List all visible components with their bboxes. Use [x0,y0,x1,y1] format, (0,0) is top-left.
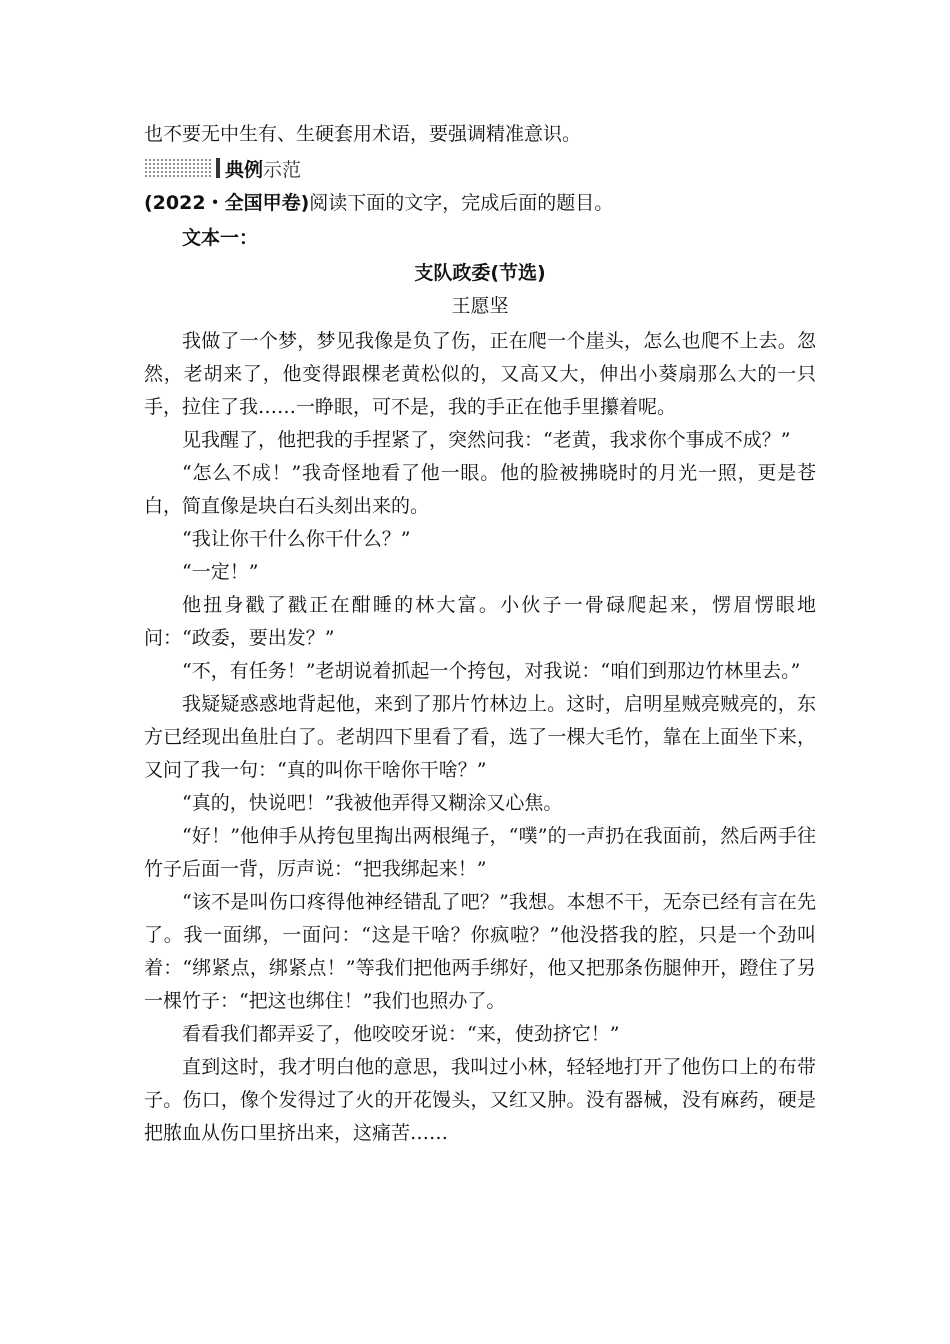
paragraph: 我疑疑惑惑地背起他，来到了那片竹林边上。这时，启明星贼亮贼亮的，东方已经现出鱼肚白了。老胡四下里看了看，选了一棵大毛竹，靠在上面坐下来，又问了我一句：“真的叫你干啥你干啥？” [144,693,816,781]
paragraph: “一定！” [182,561,259,583]
dotted-pattern-icon [144,158,212,178]
paragraph: “怎么不成！”我奇怪地看了他一眼。他的脸被拂晓时的月光一照，更是苍白，简直像是块白石头刻出来的。 [144,462,816,517]
paragraph: 我做了一个梦，梦见我像是负了伤，正在爬一个崖头，怎么也爬不上去。忽然，老胡来了，他变得跟棵老黄松似的，又高又大，伸出小葵扇那么大的一只手，拉住了我……一睁眼，可不是，我的手正在他手里攥着呢。 [144,330,816,418]
article-body [144,325,816,1150]
paragraph: 他扭身戳了戳正在酣睡的林大富。小伙子一骨碌爬起来，愣眉愣眼地问：“政委，要出发？” [144,594,816,649]
article-title: 支队政委(节选) [414,262,546,284]
text-label: 文本一： [182,227,259,249]
paragraph: 见我醒了，他把我的手捏紧了，突然问我：“老黄，我求你个事成不成？” [182,429,791,451]
source-instruction: 阅读下面的文字，完成后面的题目。 [309,192,614,214]
question-source [144,187,816,220]
document-page [144,118,816,1150]
paragraph: 直到这时，我才明白他的意思，我叫过小林，轻轻地打开了他伤口上的布带子。伤口，像个发得过了火的开花馒头，又红又肿。没有器械，没有麻药，硬是把脓血从伤口里挤出来，这痛苦…… [144,1056,816,1144]
article-author: 王愿坚 [451,295,509,317]
paragraph: “好！”他伸手从挎包里掏出两根绳子，“噗”的一声扔在我面前，然后两手往竹子后面一背，厉声说：“把我绑起来！” [144,825,816,880]
section-title-light: 示范 [263,158,302,181]
section-title-strong: 典例 [225,158,264,181]
paragraph: 看看我们都弄妥了，他咬咬牙说：“来，使劲挤它！” [182,1023,620,1045]
section-header [144,153,816,183]
section-bar-icon [216,158,220,178]
paragraph: “该不是叫伤口疼得他神经错乱了吧？”我想。本想不干，无奈已经有言在先了。我一面绑，一面问：“这是干啥？你疯啦？”他没搭我的腔，只是一个劲叫着：“绑紧点，绑紧点！”等我们把他两手绑好，他又把那条伤腿伸开，蹬住了另一棵竹子：“把这也绑住！”我们也照办了。 [144,891,816,1012]
paragraph: “不，有任务！”老胡说着抓起一个挎包，对我说：“咱们到那边竹林里去。” [182,660,801,682]
paragraph: “我让你干什么你干什么？” [182,528,411,550]
paragraph: “真的，快说吧！”我被他弄得又糊涂又心焦。 [182,792,563,814]
intro-line: 也不要无中生有、生硬套用术语，要强调精准意识。 [144,123,582,145]
source-tag: (2022・全国甲卷) [144,192,310,214]
